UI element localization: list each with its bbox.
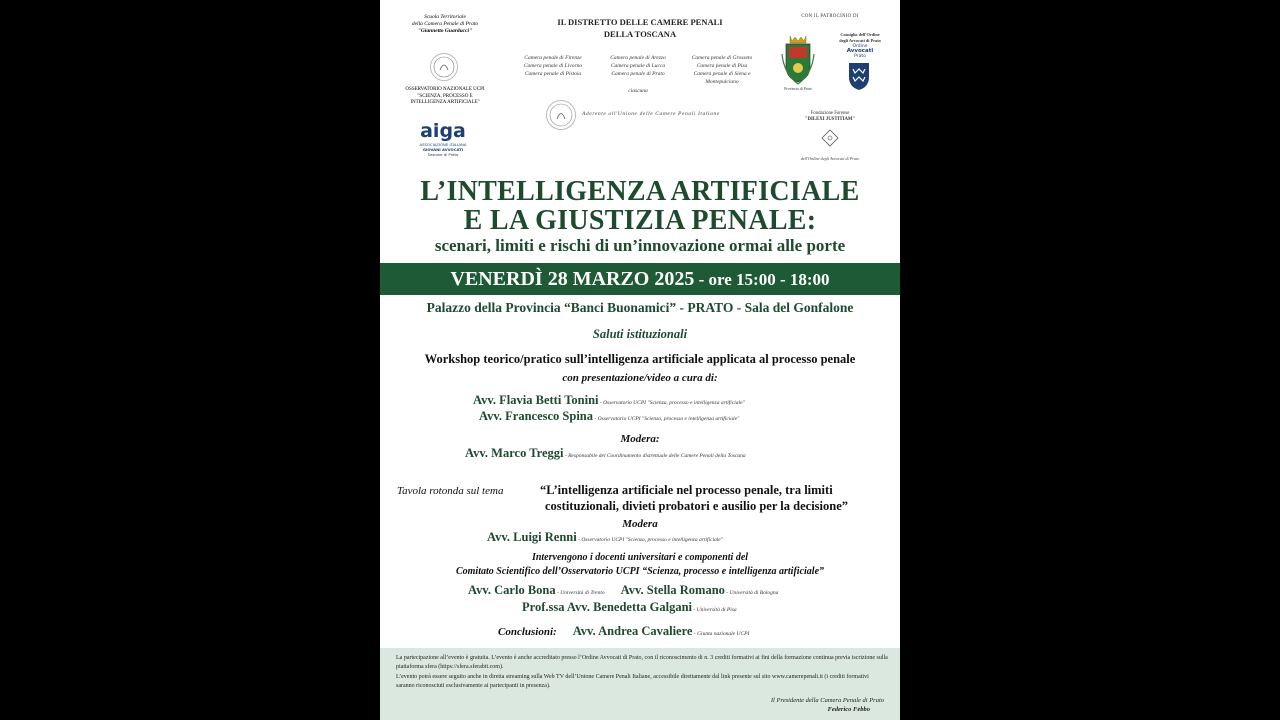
event-poster <box>380 0 900 720</box>
chamber-item: Camera penale di Firenze <box>524 55 582 61</box>
roundtable-title-line-1: “L’intelligenza artificiale nel processo penale, tra limiti <box>540 483 833 497</box>
aiga-line: ASSOCIAZIONE ITALIANA <box>419 142 467 147</box>
conclusions-label: Conclusioni: <box>498 626 557 638</box>
footer-paragraph-2: L’evento potrà essere seguito anche in diretta streaming sulla Web TV dell’Unione Camere Penali Italiane, accessibile direttamente dal link presente sul sito www.camerepenali.it (i crediti formativi saranno riconosciuti esclusivamente ai partecipanti in presenza). <box>396 674 869 689</box>
aderente-text: Aderente all'Unione delle Camere Penali Italiane <box>582 111 720 117</box>
school-line: Scuola Territoriale <box>424 14 466 20</box>
ordine-logo-text <box>842 44 878 59</box>
chamber-item: Montepulciano <box>705 79 739 85</box>
signature-role: Il Presidente della Camera Penale di Prato <box>770 697 884 704</box>
chambers-column-1 <box>513 54 593 78</box>
speaker-role: - Osservatorio UCPI "Scienza, processo e intelligenza artificiale" <box>593 416 740 422</box>
footer <box>380 648 900 720</box>
chamber-item: Camera penale di Arezzo <box>610 55 666 61</box>
roundtable-label: Tavola rotonda sul tema <box>397 485 504 497</box>
ciascuna-label: ciascuna <box>628 88 648 94</box>
fondazione-label <box>780 111 880 123</box>
school-emblem-icon <box>430 53 458 81</box>
moderator-label-2: Modera <box>622 518 658 530</box>
ucpi-emblem-icon <box>546 100 576 130</box>
consiglio-label <box>830 32 890 43</box>
panelist-name: Avv. Stella Romano <box>620 583 725 597</box>
footer-paragraph-1: La partecipazione all’evento è gratuita. L’evento è anche accreditato presso l’Ordine Avvocati di Prato, con il riconoscimento di n. 3 crediti formativi ai fini della formazione continua previa iscrizione sulla piattaforma sfera (https://sfera.sferabit.com). <box>396 655 888 670</box>
aiga-logo: aiga <box>420 120 466 142</box>
observatory-name <box>380 87 510 107</box>
aiga-line: Sezione di Prato <box>427 152 459 157</box>
moderator-role: - Osservatorio UCPI "Scienza, processo e intelligenza artificiale" <box>576 537 724 543</box>
signature-name: Federico Febbo <box>827 706 870 713</box>
chamber-item: Camera penale di Lucca <box>610 63 666 69</box>
school-line: della Camera Penale di Prato <box>411 21 479 27</box>
fondazione-line: Fondazione Forense <box>810 111 850 116</box>
speaker-role: - Osservatorio UCPI "Scienza, processo e intelligenza artificiale" <box>598 400 745 406</box>
observatory-line: "SCIENZA, PROCESSO E <box>417 93 473 99</box>
provincia-crest-icon <box>780 34 816 86</box>
ordine-line: Prato <box>854 54 866 59</box>
chamber-item: Camera penale di Prato <box>611 71 665 77</box>
speaker-name: Avv. Francesco Spina <box>479 409 594 423</box>
event-title-line-1: L’INTELLIGENZA ARTIFICIALE <box>420 176 860 207</box>
intervengono-line-1: Intervengono i docenti universitari e componenti del <box>531 552 749 563</box>
event-date: VENERDÌ 28 MARZO 2025 <box>450 268 695 290</box>
chambers-column-3 <box>682 54 762 86</box>
venue: Palazzo della Provincia “Banci Buonamici” - PRATO - Sala del Gonfalone <box>426 300 854 315</box>
conclusions-row <box>498 623 898 642</box>
patrocinio-label: CON IL PATROCINIO DI <box>801 14 859 19</box>
district-title <box>510 16 770 40</box>
aiga-line: GIOVANI AVVOCATI <box>422 147 464 152</box>
panelist-role: - Università di Trento <box>555 590 605 596</box>
fondazione-line: "DILEXI JUSTITIAM" <box>804 117 856 122</box>
chamber-item: Camera penale di Pistoia <box>524 71 582 77</box>
ordine-shield-icon <box>847 61 871 91</box>
panelist-role: - Università di Pisa <box>692 607 737 613</box>
chamber-item: Camera penale di Livorno <box>523 63 583 69</box>
conclusions-role: - Giunta nazionale UCPI <box>692 631 750 637</box>
school-name <box>380 14 510 35</box>
chamber-item: Camera penale di Grosseto <box>691 55 753 61</box>
moderator-row <box>465 445 895 464</box>
consiglio-line: Consiglio dell'Ordine <box>840 32 880 37</box>
ordine-line: Ordine <box>852 44 868 49</box>
chamber-item: Camera penale di Siena e <box>693 71 751 77</box>
speaker-name: Avv. Flavia Betti Tonini <box>473 393 599 407</box>
moderator-name: Avv. Luigi Renni <box>487 530 577 544</box>
moderator-name: Avv. Marco Treggi <box>465 446 564 460</box>
ordine-line: Avvocati <box>846 48 874 54</box>
moderator-row-2 <box>487 529 900 548</box>
school-line: "Giannetto Guarducci" <box>417 28 473 34</box>
provincia-label: Provincia di Prato <box>784 87 812 91</box>
presentation-label: con presentazione/video a cura di: <box>562 372 718 384</box>
fondazione-sub: dell'Ordine degli Avvocati di Prato <box>800 156 860 161</box>
aiga-subtitle <box>405 142 481 157</box>
observatory-line: OSSERVATORIO NAZIONALE UCPI <box>405 87 485 92</box>
moderator-label: Modera: <box>620 433 660 445</box>
event-title-line-2: E LA GIUSTIZIA PENALE: <box>463 205 817 236</box>
observatory-line: INTELLIGENZA ARTIFICIALE" <box>410 100 480 105</box>
fondazione-emblem-icon <box>820 128 840 148</box>
panelist-role: - Università di Bologna <box>724 590 779 596</box>
speaker-row <box>479 408 899 427</box>
roundtable-title-line-2: costituzionali, divieti probatori e ausilio per la decisione” <box>545 499 849 513</box>
chambers-column-2 <box>598 54 678 78</box>
intervengono-line-2: Comitato Scientifico dell’Osservatorio UCPI “Scienza, processo e intelligenza artificiale” <box>455 566 825 577</box>
greetings: Saluti istituzionali <box>592 327 688 341</box>
district-line: IL DISTRETTO DELLE CAMERE PENALI <box>557 17 723 27</box>
district-line: DELLA TOSCANA <box>603 29 677 39</box>
chamber-item: Camera penale di Pisa <box>696 63 748 69</box>
consiglio-line: degli Avvocati di Prato <box>839 37 881 43</box>
panelist-name: Prof.ssa Avv. Benedetta Galgani <box>522 600 693 614</box>
moderator-role: - Responsabile del Coordinamento distrettuale delle Camere Penali della Toscana <box>563 453 746 459</box>
date-band <box>380 263 900 295</box>
workshop-title: Workshop teorico/pratico sull’intelligenza artificiale applicata al processo penale <box>424 352 856 366</box>
conclusions-name: Avv. Andrea Cavaliere <box>572 624 693 638</box>
panel-row <box>522 599 900 618</box>
event-subtitle: scenari, limiti e rischi di un’innovazione ormai alle porte <box>434 236 846 255</box>
panelist-name: Avv. Carlo Bona <box>468 583 556 597</box>
event-time: - ore 15:00 - 18:00 <box>694 270 830 289</box>
